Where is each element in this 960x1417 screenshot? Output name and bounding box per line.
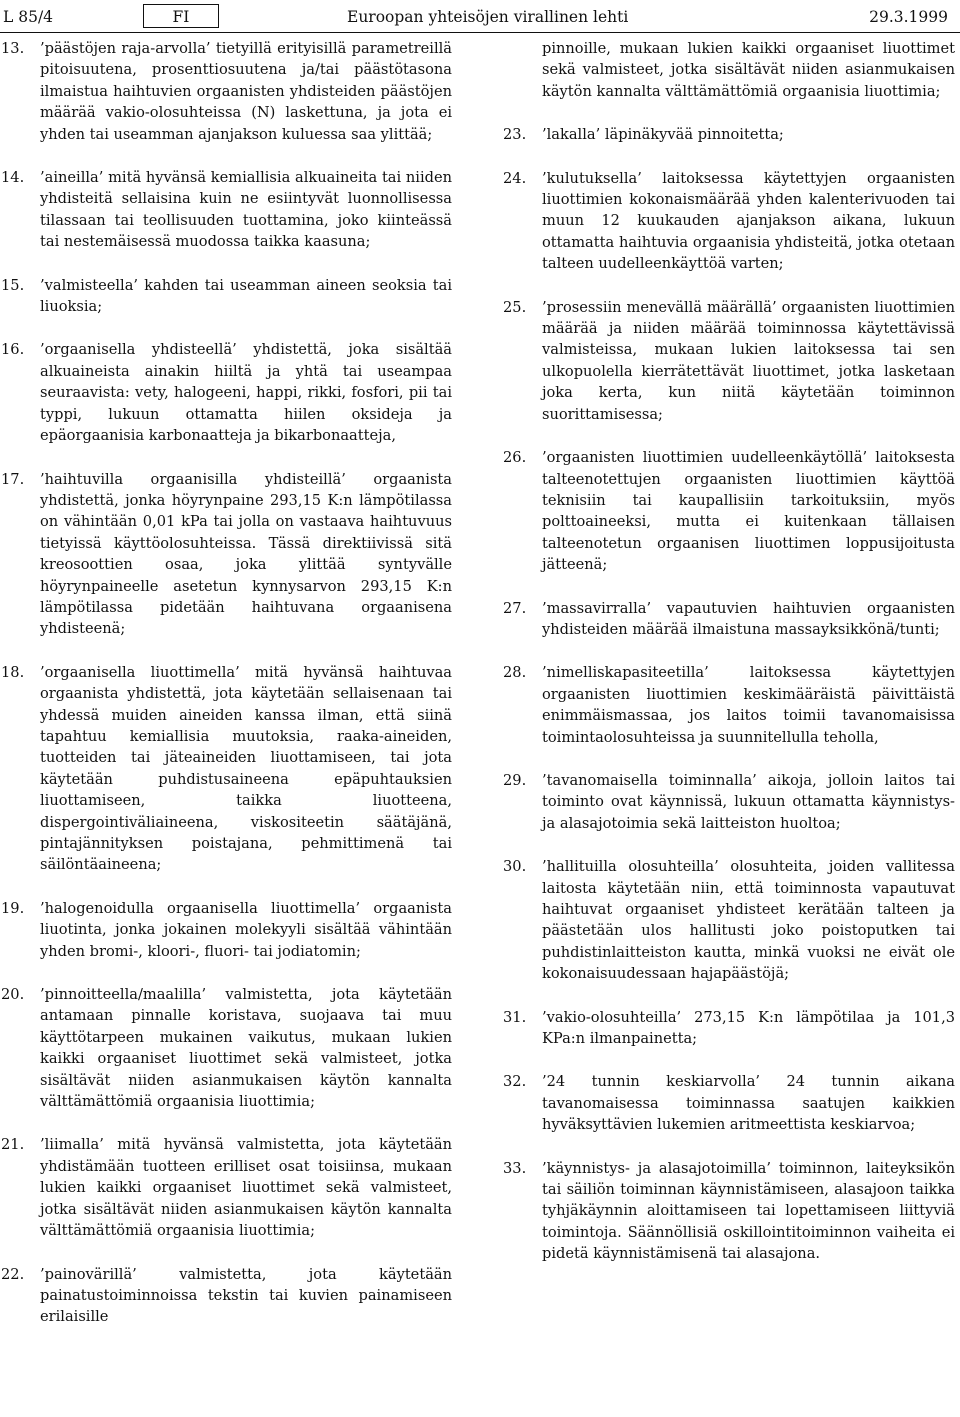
- page-header: [0, 2, 960, 30]
- definition-item: [0, 1134, 452, 1241]
- item-number: 20.: [1, 986, 25, 1004]
- item-number: 25.: [503, 298, 527, 316]
- item-number: 19.: [1, 899, 25, 917]
- item-text: ’liimalla’ mitä hyvänsä valmistetta, jota käytetään yhdistämään tuotteen erilliset osat toisiinsa, mukaan lukien kaikki orgaaniset liuottimet sekä valmisteet, jotka sisältävät niiden asianmukaisen käytön kannalta välttämättömiä orgaanisia liuottimia;: [40, 1136, 452, 1240]
- item-text: ’haihtuvilla orgaanisilla yhdisteillä’ orgaanista yhdistettä, jonka höyrynpaine 293,15 K:n lämpötilassa on vähintään 0,01 kPa tai jolla on vastaava haihtuvuus tietyissä käyttöolosuhteissa. Tässä direktiivissä sitä kreosoottien osaa, joka ylittää syntyvälle höyrynpaineelle asetetun kynnysarvon 293,15 K:n lämpötilassa pidetään haihtuvana orgaanisena yhdisteenä;: [40, 470, 452, 638]
- item-number: 33.: [503, 1159, 527, 1177]
- journal-title: Euroopan yhteisöjen virallinen lehti: [347, 8, 629, 26]
- definition-item: [0, 984, 452, 1112]
- item-text: ’valmisteella’ kahden tai useamman aineen seoksia tai liuoksia;: [40, 276, 452, 316]
- item-text: ’painovärillä’ valmistetta, jota käytetään painatustoiminnoissa tekstin tai kuvien painamiseen erilaisille: [40, 1265, 452, 1326]
- item-text: ’prosessiin menevällä määrällä’ orgaanisten liuottimien määrää ja niiden määrää toiminnossa käytettävissä valmisteissa, mukaan lukien laitoksessa tai sen ulkopuolella kierrätettävät liuottimet, jotka lasketaan joka kerta, kun niitä käytetään toiminnon suorittamisessa;: [542, 298, 955, 423]
- item-text: ’vakio-olosuhteilla’ 273,15 K:n lämpötilaa ja 101,3 KPa:n ilmanpainetta;: [542, 1008, 955, 1048]
- header-rule: [0, 32, 960, 33]
- left-column: [0, 38, 452, 1350]
- definition-item: [503, 1007, 955, 1050]
- page-number: L 85/4: [3, 8, 54, 26]
- definition-item: [503, 770, 955, 834]
- item-number: 14.: [1, 169, 25, 187]
- item-number: 30.: [503, 858, 527, 876]
- item-text: ’hallituilla olosuhteilla’ olosuhteita, joiden vallitessa laitosta käytetään niin, että toiminnosta vapautuvat haihtuvat orgaaniset yhdisteet kerätään talteen ja päästetään ulos hallitusti joko poistoputken tai puhdistinlaitteiston kautta, minkä vuoksi ne eivät ole kokonaisuudessaan hajapäästöjä;: [542, 858, 955, 983]
- publication-date: 29.3.1999: [869, 8, 948, 26]
- definition-item: [0, 662, 452, 876]
- item-text: ’pinnoitteella/maalilla’ valmistetta, jota käytetään antamaan pinnalle koristava, suojaava tai muu käyttötarpeen mukainen vaikutus, mukaan lukien kaikki orgaaniset liuottimet sekä valmisteet, jotka sisältävät niiden asianmukaisen käytön kannalta välttämättömiä orgaanisia liuottimia;: [40, 986, 452, 1111]
- item-text: ’halogenoidulla orgaanisella liuottimella’ orgaanista liuotinta, jonka jokainen molekyyli sisältää vähintään yhden bromi-, kloori-, fluori- tai jodiatomin;: [40, 899, 452, 960]
- item-number: 27.: [503, 599, 527, 617]
- item-number: 16.: [1, 341, 25, 359]
- item-text: ’orgaanisella liuottimella’ mitä hyvänsä haihtuvaa orgaanista yhdistettä, jota käytetään sellaisenaan tai yhdessä muiden aineiden kanssa ilman, että siinä tapahtuu kemiallisia muutoksia, raaka-aineiden, tuotteiden tai jäteaineiden liuottamiseen, tai jota käytetään puhdistusaineena epäpuhtauksien liuottamiseen, taikka liuotteena, dispergointiväliaineena, viskositeetin säätäjänä, pintajännityksen poistajana, pehmittimenä tai säilöntäaineena;: [40, 663, 452, 874]
- item-text: ’päästöjen raja-arvolla’ tietyillä erityisillä parametreillä pitoisuutena, prosenttiosuutena ja/tai päästötasona ilmaistua haihtuvien orgaanisten yhdisteiden päästöjen määrää vakio-olosuhteissa (N) laskettuna, ja jota ei yhden tai useamman ajanjakson kuluessa saa ylittää;: [40, 40, 452, 143]
- definition-item: [503, 856, 955, 984]
- item-text: ’massavirralla’ vapautuvien haihtuvien orgaanisten yhdisteiden määrää ilmaistuna massayksikkönä/tunti;: [542, 599, 955, 638]
- definition-item: [0, 38, 452, 145]
- item-text: ’kulutuksella’ laitoksessa käytettyjen orgaanisten liuottimien kokonaismäärää yhden kalenterivuoden tai muun 12 kuukauden ajanjakson aikana, lukuun ottamatta haihtuvia orgaanisia yhdisteitä, jotka otetaan talteen uudelleenkäyttöä varten;: [542, 169, 955, 273]
- item-text: ’nimelliskapasiteetilla’ laitoksessa käytettyjen orgaanisten liuottimien keskimääräistä päivittäistä enimmäismassaa, jos laitos toimii tavanomaisissa toimintaolosuhteissa ja suunnitellulla teholla,: [542, 664, 955, 746]
- definition-item: [0, 469, 452, 640]
- definition-item: [503, 447, 955, 575]
- definition-item: [0, 1264, 452, 1328]
- item-number: 28.: [503, 664, 527, 682]
- item-text: ’lakalla’ läpinäkyvää pinnoitetta;: [542, 126, 784, 144]
- definition-item: [503, 297, 955, 425]
- item-number: 32.: [503, 1073, 527, 1091]
- item-text: ’orgaanisella yhdisteellä’ yhdistettä, joka sisältää alkuaineista ainakin hiiltä ja yhtä tai useampaa seuraavista: vety, halogeeni, happi, rikki, fosfori, pii tai typpi, lukuun ottamatta hiilen oksideja ja epäorgaanisia karbonaatteja ja bikarbonaatteja,: [40, 341, 452, 445]
- item-number: 23.: [503, 126, 527, 144]
- item-number: 29.: [503, 771, 527, 789]
- definition-item: [0, 898, 452, 962]
- definition-item: [0, 339, 452, 446]
- item-text: ’24 tunnin keskiarvolla’ 24 tunnin aikana tavanomaisessa toiminnassa saatujen kaikkien hyväksyttävien lukemien aritmeettista keskiarvoa;: [542, 1073, 955, 1134]
- definition-item: [503, 168, 955, 275]
- item-number: 21.: [1, 1136, 25, 1154]
- definition-item: [503, 662, 955, 748]
- definition-item: [0, 167, 452, 253]
- item-text: ’aineilla’ mitä hyvänsä kemiallisia alkuaineita tai niiden yhdisteitä sellaisina kuin ne esiintyvät luonnollisessa tilassaan tai teollisuuden tuottamina, joko kiinteässä tai nestemäisessä muodossa taikka kaasuna;: [40, 169, 452, 251]
- definition-item: [503, 598, 955, 641]
- language-code-box: FI: [143, 4, 219, 28]
- definition-item: [0, 275, 452, 318]
- item-number: 22.: [1, 1265, 25, 1283]
- continued-text: pinnoille, mukaan lukien kaikki orgaaniset liuottimet sekä valmisteet, jotka sisältävät niiden asianmukaisen käytön kannalta välttämättömiä orgaanisia liuottimia;: [542, 40, 955, 100]
- item-number: 13.: [1, 40, 25, 57]
- item-number: 15.: [1, 276, 25, 294]
- definition-item: [503, 124, 955, 145]
- item-text: ’orgaanisten liuottimien uudelleenkäytöllä’ laitoksesta talteenotettujen orgaanisten liuottimien käyttöä teknisiin tai kaupallisiin tarkoituksiin, myös polttoaineeksi, mutta ei kuitenkaan tällaisen talteenotetun orgaanisen liuottimen loppusijoitusta jätteenä;: [542, 449, 955, 574]
- item-number: 31.: [503, 1008, 527, 1026]
- item-number: 18.: [1, 663, 25, 681]
- item-number: 24.: [503, 169, 527, 187]
- item-number: 17.: [1, 470, 25, 488]
- definition-item: [503, 1158, 955, 1265]
- item-text: ’käynnistys- ja alasajotoimilla’ toiminnon, laiteyksikön tai säiliön toiminnan käynnistämiseen, alasajoon taikka tyhjäkäynnin aloittamiseen tai lopettamiseen liittyviä toimintoja. Säännöllisiä oskillointitoiminnon vaiheita ei pidetä käynnistämisenä tai alasajona.: [542, 1159, 955, 1263]
- item-number: 26.: [503, 449, 527, 467]
- right-column: [503, 38, 955, 1287]
- item-text: ’tavanomaisella toiminnalla’ aikoja, jolloin laitos tai toiminto ovat käynnissä, lukuun ottamatta käynnistys- ja alasajotoimia sekä laitteiston huoltoa;: [542, 771, 955, 832]
- definition-item: [503, 1071, 955, 1135]
